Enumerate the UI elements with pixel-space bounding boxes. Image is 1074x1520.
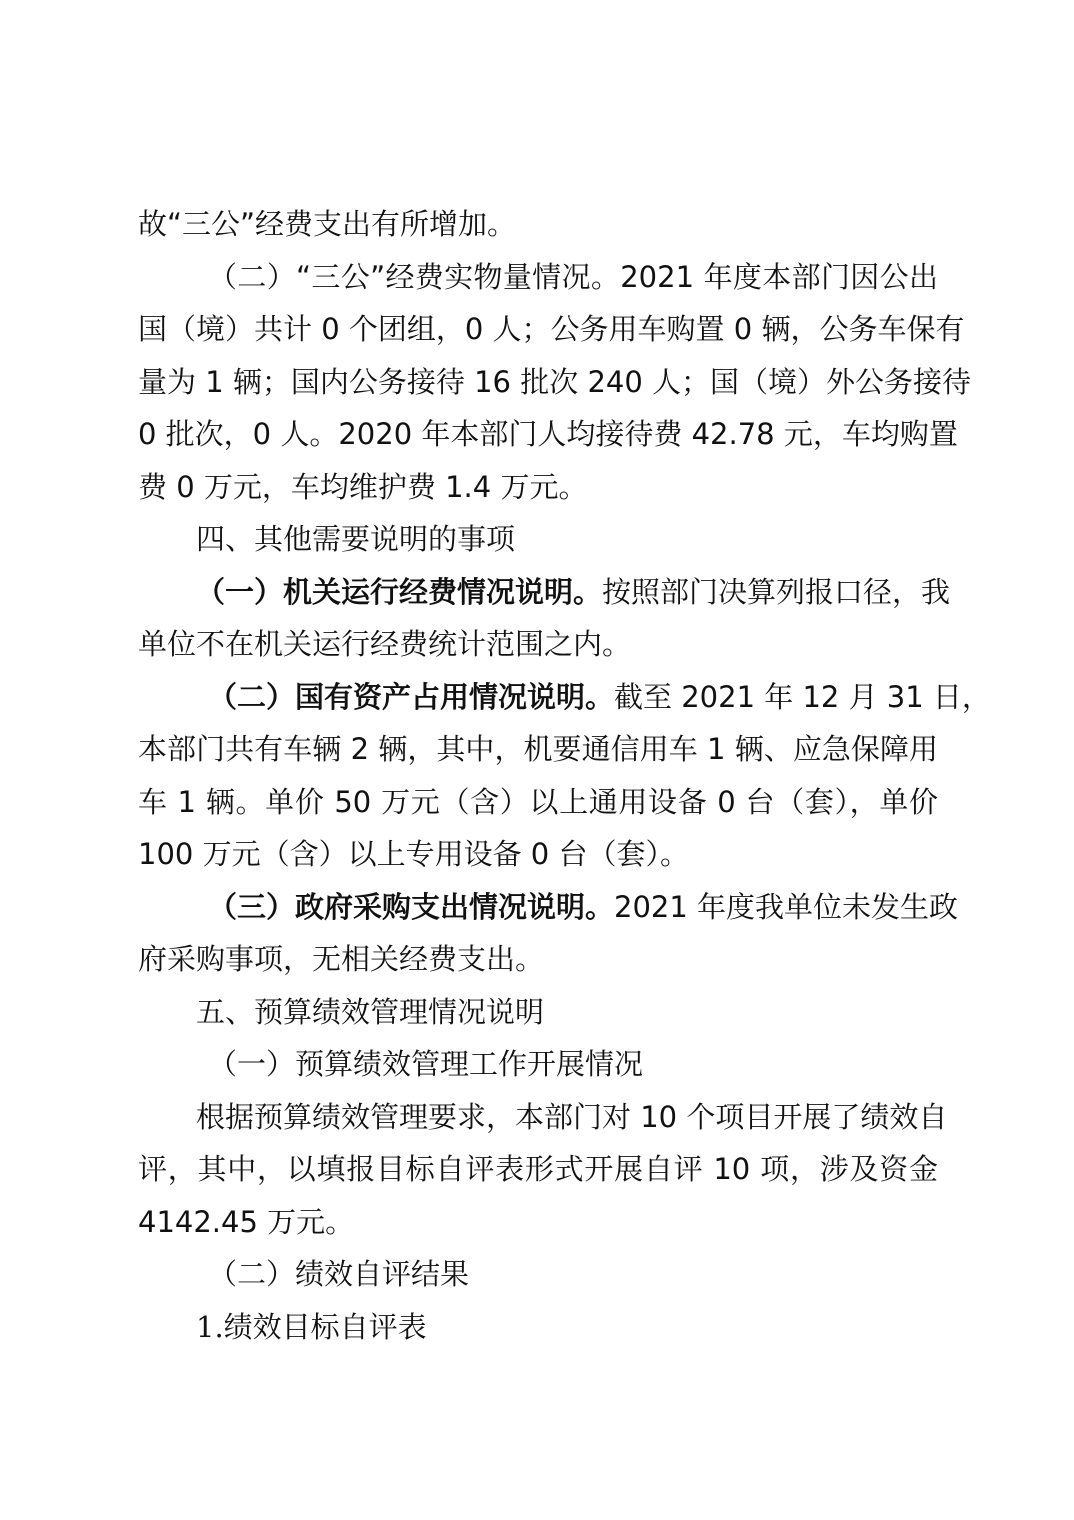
heading-text: 四、其他需要说明的事项: [196, 522, 516, 556]
line-text: 车 1 辆。单价 50 万元（含）以上通用设备 0 台（套），单价: [138, 784, 938, 819]
paragraph-line-20: [138, 1196, 938, 1249]
line-text: 2021 年度我单位未发生政: [614, 889, 959, 924]
heading-text: （一）预算绩效管理工作开展情况: [208, 1047, 644, 1081]
line-text: 按照部门决算列报口径，我: [602, 574, 951, 609]
paragraph-line-4: [138, 356, 972, 409]
line-text: 截至 2021 年 12 月 31 日，: [614, 679, 991, 714]
line-text: 府采购事项，无相关经费支出。: [138, 942, 545, 976]
paragraph-line-19: [138, 1143, 938, 1196]
line-text: 国（境）共计 0 个团组，0 人；公务用车购置 0 辆，公务车保有: [138, 312, 965, 346]
heading-text: （二）绩效自评结果: [208, 1257, 470, 1291]
paragraph-line-1: [138, 198, 938, 251]
subheading-bold-text: （二）国有资产占用情况说明。: [208, 679, 615, 714]
paragraph-line-9: [138, 618, 938, 671]
line-text: 量为 1 辆；国内公务接待 16 批次 240 人；国（境）外公务接待: [138, 364, 972, 399]
paragraph-line-18: [138, 1091, 948, 1144]
paragraph-line-14: [138, 881, 959, 934]
line-text: 本部门共有车辆 2 辆，其中，机要通信用车 1 辆、应急保障用: [138, 732, 938, 766]
document-body: [138, 198, 991, 1353]
list-item-1: [138, 1301, 938, 1354]
paragraph-line-5: [138, 408, 958, 461]
line-text: （二）“三公”经费实物量情况。2021 年度本部门因公出: [208, 259, 938, 294]
list-number: 1.: [196, 1309, 224, 1344]
line-text: 100 万元（含）以上专用设备 0 台（套）。: [138, 837, 689, 871]
line-text: 根据预算绩效管理要求，本部门对 10 个项目开展了绩效自: [196, 1099, 948, 1134]
list-item-text: 绩效目标自评表: [223, 1309, 427, 1344]
line-text: 4142.45 万元。: [138, 1204, 355, 1239]
subheading-bold-text: （三）政府采购支出情况说明。: [208, 889, 615, 924]
paragraph-line-2: [138, 251, 938, 304]
line-text: 单位不在机关运行经费统计范围之内。: [138, 627, 632, 661]
paragraph-line-15: [138, 933, 938, 986]
paragraph-line-11: [138, 723, 938, 776]
section-heading-four: [138, 513, 938, 566]
paragraph-line-13: [138, 828, 938, 881]
subheading-bold-text: （一）机关运行经费情况说明。: [196, 574, 603, 609]
paragraph-line-8: [138, 566, 951, 619]
paragraph-line-12: [138, 776, 938, 829]
line-text: 故“三公”经费支出有所增加。: [138, 207, 517, 241]
line-text: 0 批次，0 人。2020 年本部门人均接待费 42.78 元，车均购置: [138, 417, 958, 451]
paragraph-line-3: [138, 303, 965, 356]
paragraph-line-10: [138, 671, 991, 724]
heading-text: 五、预算绩效管理情况说明: [196, 994, 545, 1029]
paragraph-line-6: [138, 461, 938, 514]
line-text: 费 0 万元，车均维护费 1.4 万元。: [138, 469, 588, 504]
line-text: 评，其中，以填报目标自评表形式开展自评 10 项，涉及资金: [138, 1152, 938, 1186]
section-heading-five: [138, 986, 938, 1039]
subheading-one: [138, 1038, 938, 1091]
subheading-two: [138, 1248, 938, 1301]
